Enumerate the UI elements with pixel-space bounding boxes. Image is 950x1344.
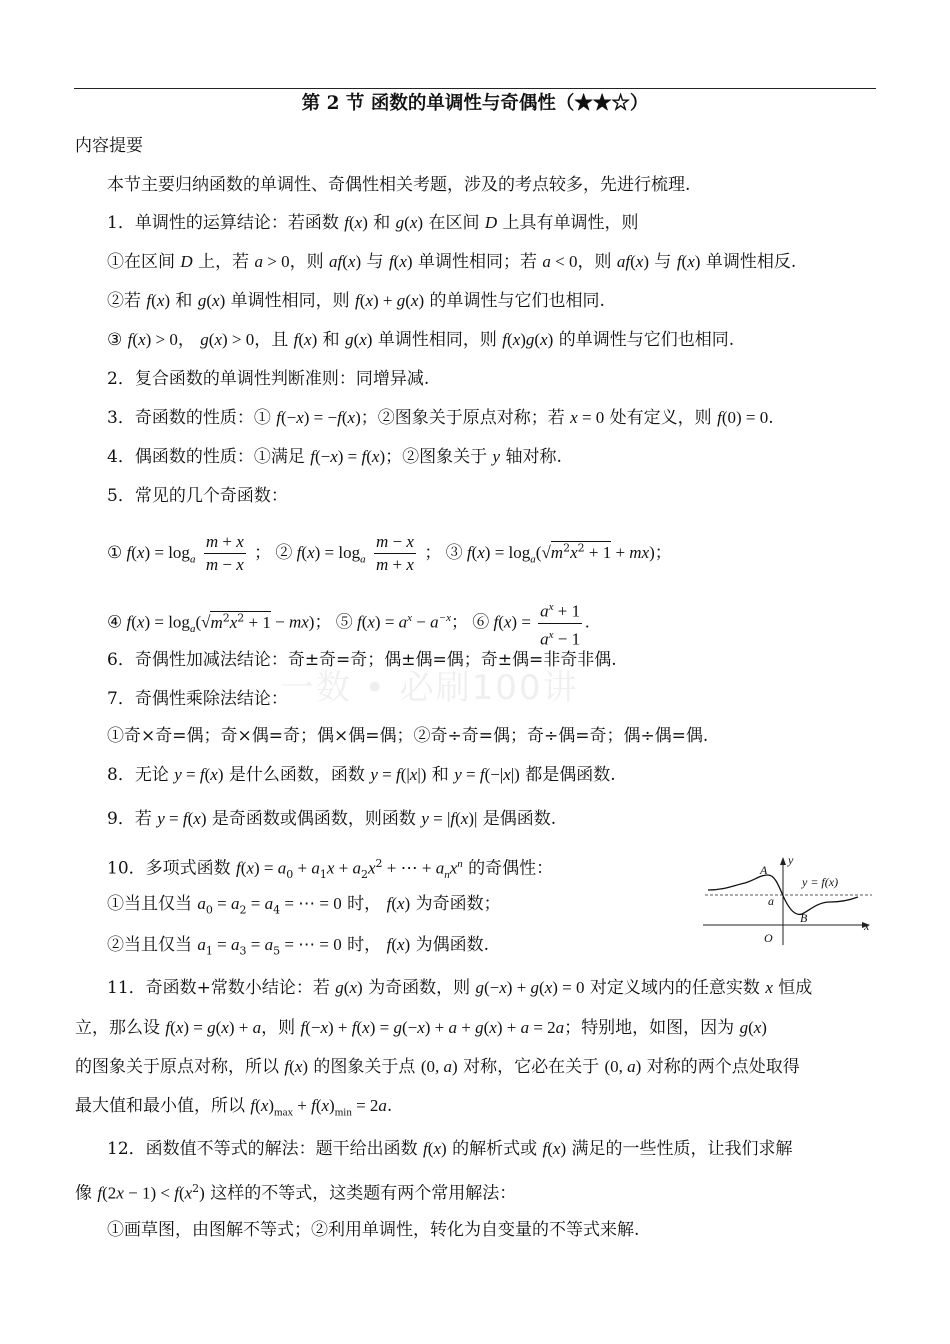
label-b-point: B xyxy=(800,911,808,925)
label-a-point: A xyxy=(760,863,768,877)
function-graph xyxy=(700,850,875,950)
item-7a: ①奇×奇=偶；奇×偶=奇；偶×偶=偶；②奇÷奇=偶；奇÷偶=奇；偶÷偶=偶. xyxy=(107,726,709,746)
item-10a: ①当且仅当 $a_0 = a_2 = a_4$ = ⋯ = 0 时， f(x) 为奇函数； xyxy=(107,894,501,917)
item-9: 9．若 y = f(x) 是奇函数或偶函数，则函数 y = |f(x)| 是偶函数. xyxy=(107,809,557,829)
page-title: 第 2 节 函数的单调性与奇偶性（★★☆） xyxy=(301,93,649,114)
item-12-line2: 像 $f(2x - 1) < f(x^2)$ 这样的不等式，这类题有两个常用解法： xyxy=(75,1182,517,1204)
label-a-value: a xyxy=(768,894,774,908)
label-x: x xyxy=(864,919,870,933)
section-heading: 内容提要 xyxy=(75,136,143,156)
item-10: 10．多项式函数 $f(x) = a_0 + a_1x + a_2x^2$ + ⋯ + $a_nx^n$ 的奇偶性： xyxy=(107,857,554,882)
item-7: 7．奇偶性乘除法结论： xyxy=(107,689,288,709)
intro-text: 本节主要归纳函数的单调性、奇偶性相关考题，涉及的考点较多，先进行梳理. xyxy=(107,175,691,195)
item-11-line3: 的图象关于原点对称，所以 f(x) 的图象关于点 (0, a) 对称，它必在关于 (0, a) 对称的两个点处取得 xyxy=(75,1057,800,1077)
item-10b: ②当且仅当 $a_1 = a_3 = a_5$ = ⋯ = 0 时， f(x) 为偶函数. xyxy=(107,935,490,958)
item-11-line1: 11．奇函数+常数小结论：若 g(x) 为奇函数，则 g(−x) + g(x) = 0 对定义域内的任意实数 x 恒成 xyxy=(107,978,813,998)
item-1c: ③ f(x) > 0， g(x) > 0，且 f(x) 和 g(x) 单调性相同，则 f(x)g(x) 的单调性与它们也相同. xyxy=(107,330,735,350)
item-3: 3．奇函数的性质：① f(−x) = −f(x)；②图象关于原点对称；若 x = 0 处有定义，则 f(0) = 0. xyxy=(107,408,774,428)
item-1a: ①在区间 D 上，若 a > 0，则 af(x) 与 f(x) 单调性相同；若 a < 0，则 af(x) 与 f(x) 单调性相反. xyxy=(107,252,797,272)
top-rule xyxy=(74,88,876,89)
item-5-row2: ④ $f(x) = \log_a(√m^2x^2 + 1 - mx)$； ⑤ $f(x) = a^x - a^{-x}$； ⑥ f(x) = $\frac{a^x + 1}{a^x - 1}$ . xyxy=(107,598,589,648)
item-12-line3: ①画草图，由图解不等式；②利用单调性，转化为自变量的不等式来解. xyxy=(107,1220,640,1240)
label-curve: y = f(x) xyxy=(802,875,839,889)
item-1b: ②若 f(x) 和 g(x) 单调性相同，则 f(x) + g(x) 的单调性与它们也相同. xyxy=(107,291,605,311)
label-y: y xyxy=(788,853,794,867)
item-2: 2．复合函数的单调性判断准则：同增异减. xyxy=(107,369,430,389)
item-5-row1: ① $f(x) = \log_a$ $\frac{m + x}{m - x}$ ； ② $f(x) = \log_a$ $\frac{m - x}{m + x}$ ； ③ $f(x) = \log_a(√m^2x^2 + 1 + mx)$； xyxy=(107,532,672,574)
watermark: 一数 • 必刷100讲 xyxy=(280,668,579,708)
item-11-line4: 最大值和最小值，所以 $f(x)_{max} + f(x)_{min} = 2a$. xyxy=(75,1096,393,1119)
item-11-line2: 立，那么设 f(x) = g(x) + a，则 f(−x) + f(x) = g(−x) + a + g(x) + a = 2a；特别地，如图，因为 g(x) xyxy=(75,1018,767,1038)
item-8: 8．无论 y = f(x) 是什么函数，函数 y = f(|x|) 和 y = f(−|x|) 都是偶函数. xyxy=(107,765,616,785)
label-origin: O xyxy=(764,931,773,945)
item-6: 6．奇偶性加减法结论：奇±奇=奇；偶±偶=偶；奇±偶=非奇非偶. xyxy=(107,650,617,670)
item-5: 5．常见的几个奇函数： xyxy=(107,486,288,506)
item-4: 4．偶函数的性质：①满足 f(−x) = f(x)；②图象关于 y 轴对称. xyxy=(107,447,562,467)
item-1: 1．单调性的运算结论：若函数 f(x) 和 g(x) 在区间 D 上具有单调性，则 xyxy=(107,213,639,233)
item-12-line1: 12．函数值不等式的解法：题干给出函数 f(x) 的解析式或 f(x) 满足的一些性质，让我们求解 xyxy=(107,1139,793,1159)
y-axis-arrow xyxy=(780,857,786,865)
